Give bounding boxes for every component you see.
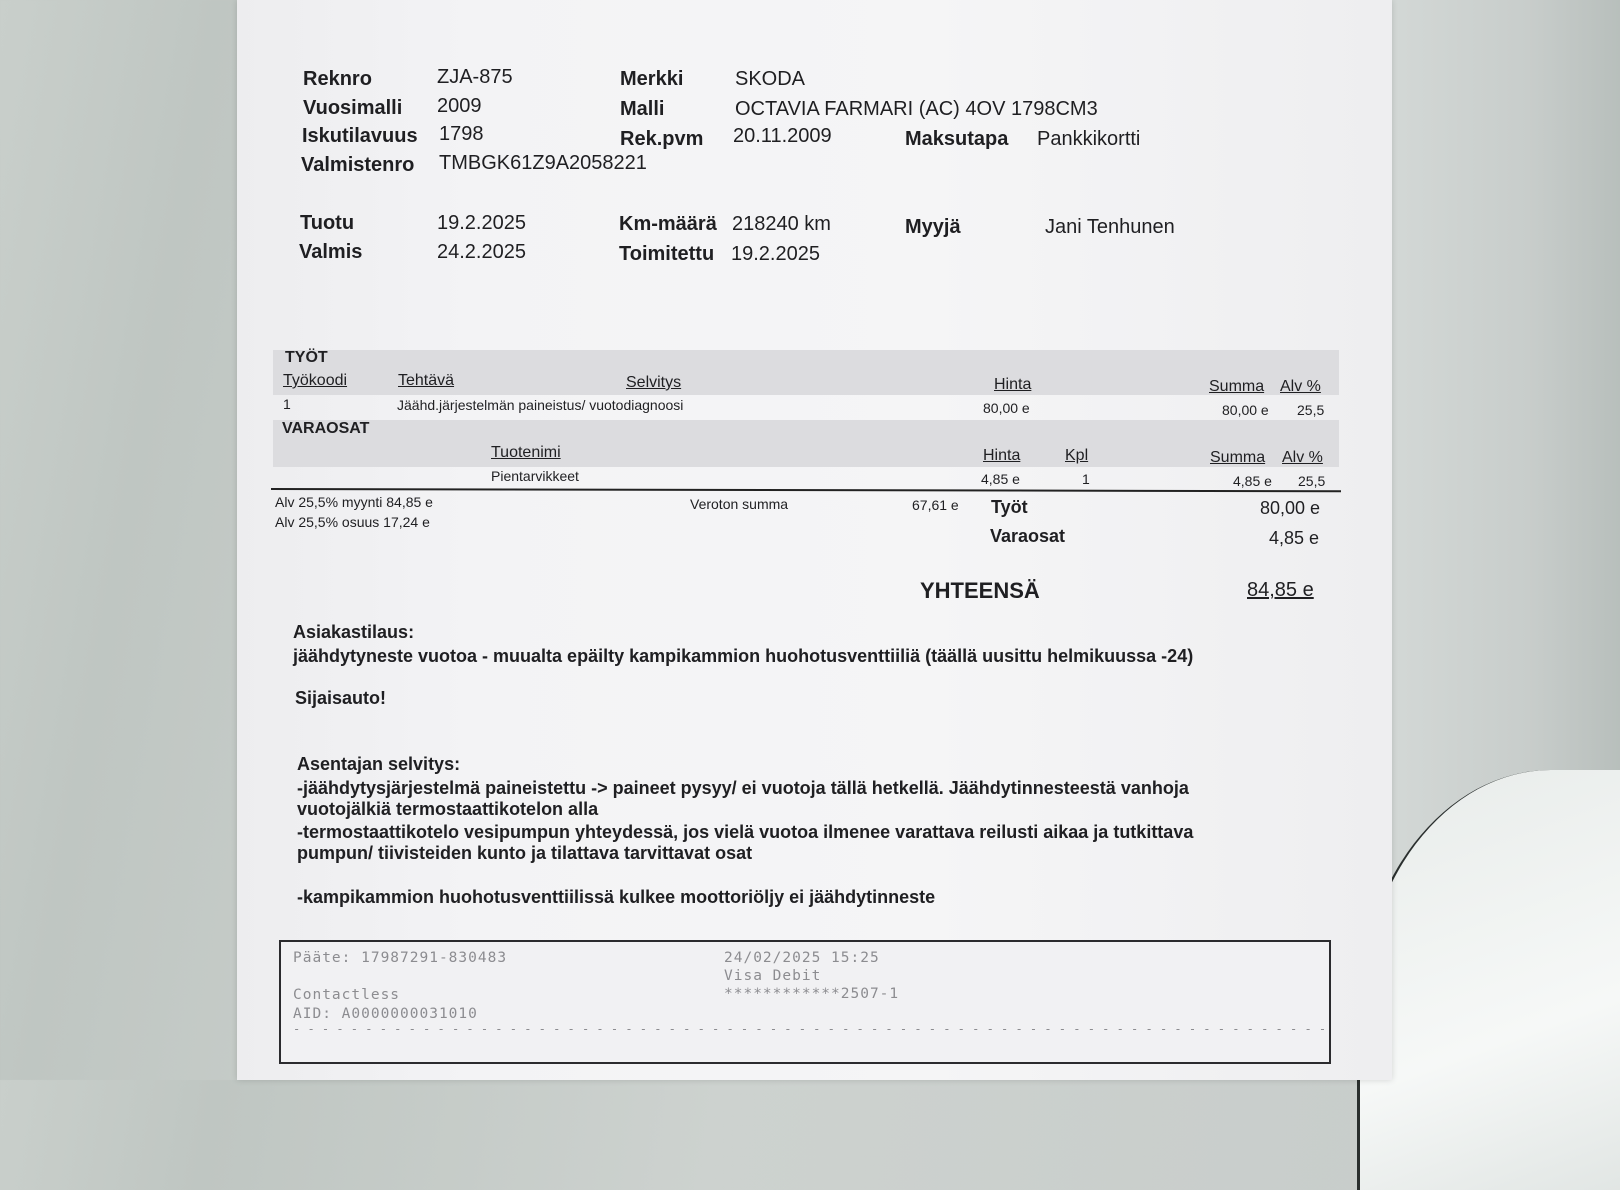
parts-row-sum: 4,85 e [1233, 473, 1272, 489]
work-total-label: Työt [991, 497, 1028, 517]
col-tyokoodi: Työkoodi [283, 372, 348, 389]
receipt-datetime: 24/02/2025 15:25 [724, 950, 880, 966]
col-summa-work: Summa [1209, 378, 1265, 395]
col-alv-work: Alv % [1280, 378, 1321, 395]
rekpvm-label: Rek.pvm [620, 128, 704, 150]
vuosimalli-value: 2009 [437, 95, 482, 117]
parts-total-label: Varaosat [990, 526, 1066, 546]
mechanic-title: Asentajan selvitys: [297, 754, 461, 774]
km-label: Km-määrä [619, 213, 717, 235]
col-tuotenimi: Tuotenimi [491, 444, 561, 461]
receipt-aid: AID: A0000000031010 [293, 1006, 478, 1022]
col-hinta-work: Hinta [994, 376, 1032, 393]
parts-row-name: Pientarvikkeet [491, 468, 579, 484]
parts-total-value: 4,85 e [1269, 528, 1320, 548]
iskutilavuus-value: 1798 [439, 123, 484, 145]
reknro-value: ZJA-875 [437, 66, 513, 88]
col-summa-parts: Summa [1210, 449, 1266, 466]
work-row-price: 80,00 e [983, 400, 1030, 416]
mechanic-line-4: pumpun/ tiivisteiden kunto ja tilattava tarvittavat osat [297, 843, 753, 863]
receipt-card-number: ************2507-1 [724, 986, 900, 1002]
valmistenro-label: Valmistenro [301, 154, 415, 176]
mechanic-line-5: -kampikammion huohotusventtiilissä kulkee moottoriöljy ei jäähdytinneste [297, 887, 936, 907]
myyja-value: Jani Tenhunen [1045, 216, 1175, 238]
myyja-label: Myyjä [905, 216, 961, 238]
vuosimalli-label: Vuosimalli [303, 97, 403, 119]
parts-row-qty: 1 [1082, 471, 1090, 487]
valmis-label: Valmis [299, 241, 363, 263]
col-hinta-parts: Hinta [983, 447, 1021, 464]
reknro-label: Reknro [303, 68, 372, 90]
card-receipt [279, 940, 1331, 1064]
customer-order-text: jäähdytyneste vuotoa - muualta epäilty kampikammion huohotusventtiiliä (täällä uusittu helmikuussa -24) [293, 646, 1194, 666]
parts-row-vat: 25,5 [1298, 473, 1326, 489]
mechanic-line-1: -jäähdytysjärjestelmä paineistettu -> paineet pysyy/ ei vuotoja tällä hetkellä. Jäähdytinnesteestä vanhoja [297, 778, 1189, 798]
col-alv-parts: Alv % [1282, 449, 1323, 466]
receipt-dashes: - - - - - - - - - - - - - - - - - - - - - - - - - - - - - - - - - - - - - - - - - - - - - - - - - - - - - - - - - - - - - - - - - - - - - - - - [293, 1022, 1327, 1036]
maksutapa-value: Pankkikortti [1037, 128, 1141, 150]
vat-sales: Alv 25,5% myynti 84,85 e [275, 494, 433, 510]
net-sum-value: 67,61 e [912, 497, 959, 513]
mechanic-line-2: vuotojälkiä termostaattikotelon alla [297, 799, 599, 819]
merkki-value: SKODA [735, 68, 806, 90]
valmistenro-value: TMBGK61Z9A2058221 [439, 152, 647, 174]
work-row-code: 1 [283, 396, 291, 412]
work-row-vat: 25,5 [1297, 402, 1325, 418]
malli-value: OCTAVIA FARMARI (AC) 4OV 1798CM3 [735, 98, 1098, 120]
customer-order-title: Asiakastilaus: [293, 622, 415, 642]
receipt-card-type: Visa Debit [724, 968, 822, 984]
loaner-note: Sijaisauto! [295, 688, 387, 708]
maksutapa-label: Maksutapa [905, 128, 1009, 150]
toimitettu-value: 19.2.2025 [731, 243, 820, 265]
tuotu-label: Tuotu [300, 212, 355, 234]
vat-share: Alv 25,5% osuus 17,24 e [275, 514, 430, 530]
rekpvm-value: 20.11.2009 [733, 125, 832, 147]
mechanic-line-3: -termostaattikotelo vesipumpun yhteydessä, jos vielä vuotoa ilmenee varattava reilusti aikaa ja tutkittava [297, 822, 1194, 842]
toimitettu-label: Toimitettu [619, 243, 715, 265]
col-selvitys: Selvitys [626, 374, 682, 391]
receipt-mode: Contactless [293, 987, 401, 1003]
merkki-label: Merkki [620, 68, 684, 90]
totals-divider [271, 488, 1341, 492]
iskutilavuus-label: Iskutilavuus [302, 125, 418, 147]
km-value: 218240 km [732, 213, 831, 235]
valmis-value: 24.2.2025 [437, 241, 526, 263]
tuotu-value: 19.2.2025 [437, 212, 526, 234]
col-tehtava: Tehtävä [398, 372, 455, 389]
work-section-title: TYÖT [285, 349, 328, 366]
parts-row-price: 4,85 e [981, 471, 1020, 487]
work-row-task: Jäähd.järjestelmän paineistus/ vuotodiagnoosi [397, 397, 684, 413]
invoice-paper [237, 0, 1392, 1080]
work-total-value: 80,00 e [1260, 498, 1321, 518]
receipt-terminal: Pääte: 17987291-830483 [293, 950, 508, 966]
work-row-sum: 80,00 e [1222, 402, 1269, 418]
parts-section-title: VARAOSAT [282, 420, 370, 437]
malli-label: Malli [620, 98, 665, 120]
net-sum-label: Veroton summa [690, 496, 789, 512]
grand-total-value: 84,85 e [1247, 579, 1314, 601]
parts-header-band [273, 420, 1339, 467]
grand-total-label: YHTEENSÄ [920, 578, 1040, 603]
col-kpl: Kpl [1065, 447, 1089, 464]
